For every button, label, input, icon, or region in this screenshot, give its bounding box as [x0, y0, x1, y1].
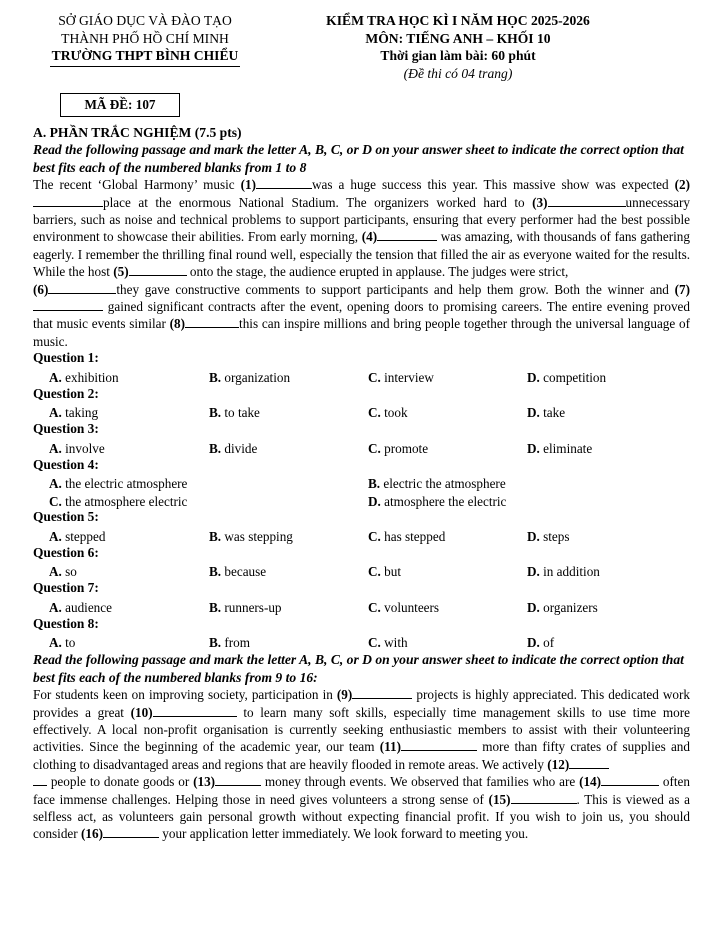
- answer-blank: [548, 195, 626, 207]
- option-text: interview: [380, 369, 434, 385]
- option-text: stepped: [61, 528, 106, 544]
- answer-option[interactable]: [49, 528, 105, 545]
- option-text: has stepped: [380, 528, 446, 544]
- option-text: take: [539, 405, 566, 421]
- option-text: took: [380, 405, 408, 421]
- school-name: TRƯỜNG THPT BÌNH CHIỂU: [50, 47, 241, 67]
- option-letter: C.: [368, 564, 381, 580]
- answer-option[interactable]: [209, 599, 282, 616]
- option-row: [33, 597, 690, 616]
- option-row: [33, 632, 690, 651]
- option-text: to take: [221, 405, 260, 421]
- option-row: [33, 491, 690, 509]
- answer-blank: [352, 687, 412, 699]
- answer-option[interactable]: [368, 634, 408, 651]
- option-letter: B.: [209, 564, 222, 580]
- blank-number: (12): [547, 756, 570, 772]
- section-a-title: A. PHẦN TRẮC NGHIỆM (7.5 pts): [33, 125, 242, 140]
- answer-option[interactable]: [49, 493, 187, 510]
- question-label: Question 3:: [33, 421, 99, 437]
- answer-blank: [185, 316, 239, 328]
- option-letter: B.: [209, 369, 222, 385]
- option-text: atmosphere the electric: [380, 494, 507, 510]
- option-letter: C.: [368, 369, 381, 385]
- option-text: eliminate: [539, 440, 593, 456]
- option-letter: D.: [527, 599, 540, 615]
- blank-number: (6): [33, 281, 49, 297]
- answer-option[interactable]: [368, 475, 506, 492]
- answer-blank: [33, 299, 103, 311]
- answer-blank: [33, 195, 103, 207]
- department-line-1: SỞ GIÁO DỤC VÀ ĐÀO TẠO: [58, 13, 232, 28]
- answer-blank: [153, 705, 237, 717]
- answer-option[interactable]: [527, 528, 570, 545]
- blank-number: (5): [113, 264, 129, 280]
- answer-option[interactable]: [209, 528, 293, 545]
- option-letter: C.: [368, 528, 381, 544]
- option-row: [33, 367, 690, 386]
- option-row: [33, 402, 690, 421]
- answer-option[interactable]: [209, 369, 290, 386]
- blank-number: (3): [532, 194, 548, 210]
- answer-blank: [601, 774, 659, 786]
- option-row: [33, 561, 690, 580]
- passage-1: The recent ‘Global Harmony’ music (1) was a huge success this year. This massive show was expected (2)place at the enormous National Stadium. The organizers worked hard to (3) unnecessary barriers, such as noise and technical problems to support participants, ensuring that every performer had the best possible environment to showcase their abilities. From early morning, (4) was amazing, with thousands of fans gathering eagerly. I remember the thrilling final round well, especially the tension that filled the air as everyone waited for the results. While the host (5) onto the stage, the audience erupted in applause. The judges were strict, (6) they gave constructive comments to support participants and help them grow. Both the winner and (7) gained significant contracts after the event, opening doors to promising careers. The entire evening proved that music events similar (8) this can inspire millions and bring people together through the universal language of music.: [33, 177, 691, 349]
- option-letter: A.: [49, 440, 62, 456]
- answer-option[interactable]: [209, 563, 266, 580]
- option-text: promote: [380, 440, 429, 456]
- answer-blank: [377, 229, 437, 241]
- question-label: Question 6:: [33, 544, 99, 560]
- exam-title: KIỂM TRA HỌC KÌ I NĂM HỌC 2025-2026: [326, 13, 590, 28]
- option-text: from: [221, 635, 251, 651]
- option-text: organization: [221, 369, 291, 385]
- answer-blank: [103, 826, 159, 838]
- blank-number: (9): [336, 687, 353, 703]
- answer-option[interactable]: [209, 440, 257, 457]
- option-text: electric the atmosphere: [380, 476, 506, 492]
- blank-number: (15): [488, 791, 511, 807]
- answer-option[interactable]: [368, 528, 445, 545]
- answer-blank: [569, 757, 609, 769]
- option-text: runners-up: [221, 599, 282, 615]
- answer-option[interactable]: [527, 563, 600, 580]
- option-text: because: [221, 564, 267, 580]
- answer-option[interactable]: [49, 563, 77, 580]
- blank-number: (7): [674, 281, 690, 297]
- option-letter: B.: [209, 635, 222, 651]
- answer-option[interactable]: [368, 599, 439, 616]
- blank-number: (11): [379, 739, 401, 755]
- blank-number: (2): [674, 177, 691, 193]
- option-letter: C.: [368, 635, 381, 651]
- answer-blank: [511, 792, 577, 804]
- answer-option[interactable]: [209, 404, 260, 421]
- blank-number: (13): [193, 774, 216, 790]
- blank-number: (1): [240, 177, 257, 193]
- option-text: with: [380, 635, 408, 651]
- answer-option[interactable]: [49, 440, 105, 457]
- answer-option[interactable]: [368, 493, 506, 510]
- option-letter: A.: [49, 369, 62, 385]
- header-right: [268, 12, 648, 82]
- exam-content: [33, 124, 690, 843]
- passage-2: For students keen on improving society, participation in (9) projects is highly appreciated. This dedicated work provides a great (10) to learn many soft skills, especially time management skills to use time more effectively. A local non-profit organisation is currently seeking enthusiastic members to assist with their volunteering activities. Since the beginning of the academic year, our team (11) more than fifty crates of supplies and clothing to disadvantaged areas and regions that are heavily flooded in remote areas. We actively (12) people to donate goods or (13) money through events. We observed that families who are (14) often face immense challenges. Helping those in need gives volunteers a strong sense of (15) . This is viewed as a selfless act, as volunteers gain personal growth without expecting financial profit. If you wish to join us, you should consider (16) your application letter immediately. We look forward to meeting you.: [33, 687, 690, 842]
- option-letter: A.: [49, 599, 62, 615]
- option-letter: C.: [49, 494, 62, 510]
- instruction-2: Read the following passage and mark the letter A, B, C, or D on your answer sheet to indicate the correct option that best fits each of the numbered blanks from 9 to 16:: [33, 652, 684, 685]
- answer-option[interactable]: [527, 440, 592, 457]
- option-letter: B.: [209, 599, 222, 615]
- blank-number: (10): [130, 704, 153, 720]
- answer-option[interactable]: [49, 404, 98, 421]
- blank-number: (8): [169, 316, 186, 332]
- option-letter: B.: [209, 440, 222, 456]
- answer-option[interactable]: [527, 634, 554, 651]
- answer-option[interactable]: [527, 404, 565, 421]
- answer-option[interactable]: [368, 404, 408, 421]
- option-row: [33, 473, 690, 491]
- option-row: [33, 526, 690, 545]
- option-text: to: [61, 635, 76, 651]
- answer-blank: [215, 774, 261, 786]
- option-text: steps: [539, 528, 570, 544]
- blank-number: (14): [579, 774, 602, 790]
- option-letter: B.: [209, 528, 222, 544]
- option-text: but: [380, 564, 401, 580]
- option-text: volunteers: [380, 599, 440, 615]
- answer-option[interactable]: [368, 563, 401, 580]
- option-text: so: [61, 564, 77, 580]
- answer-option[interactable]: [49, 599, 112, 616]
- option-text: in addition: [539, 564, 600, 580]
- exam-duration: Thời gian làm bài: 60 phút: [380, 48, 536, 63]
- answer-option[interactable]: [49, 369, 119, 386]
- option-text: involve: [61, 440, 105, 456]
- option-text: taking: [61, 405, 99, 421]
- option-letter: C.: [368, 405, 381, 421]
- question-label: Question 4:: [33, 456, 99, 472]
- blank-number: (16): [80, 826, 103, 842]
- option-letter: A.: [49, 528, 62, 544]
- option-letter: D.: [368, 494, 381, 510]
- answer-option[interactable]: [368, 440, 428, 457]
- option-row: [33, 438, 690, 457]
- option-letter: D.: [527, 564, 540, 580]
- option-text: divide: [221, 440, 258, 456]
- answer-option[interactable]: [527, 369, 606, 386]
- option-text: competition: [539, 369, 607, 385]
- option-letter: B.: [209, 405, 222, 421]
- instruction-1: Read the following passage and mark the letter A, B, C, or D on your answer sheet to indicate the correct option that best fits each of the numbered blanks from 1 to 8: [33, 142, 684, 175]
- question-list: [33, 350, 690, 651]
- answer-option[interactable]: [49, 475, 187, 492]
- option-letter: B.: [368, 476, 381, 492]
- question-label: Question 8:: [33, 615, 99, 631]
- exam-subject: MÔN: TIẾNG ANH – KHỐI 10: [365, 30, 551, 46]
- answer-option[interactable]: [527, 599, 598, 616]
- answer-blank: [401, 739, 477, 751]
- option-text: the atmosphere electric: [61, 494, 188, 510]
- option-letter: D.: [527, 440, 540, 456]
- question-label: Question 1:: [33, 350, 99, 366]
- blank-number: (4): [361, 229, 378, 245]
- department-line-2: THÀNH PHỐ HỒ CHÍ MINH: [61, 30, 229, 46]
- answer-blank: [48, 282, 116, 294]
- answer-option[interactable]: [209, 634, 250, 651]
- option-letter: D.: [527, 405, 540, 421]
- option-letter: D.: [527, 528, 540, 544]
- pages-note: (Đề thi có 04 trang): [403, 65, 513, 81]
- question-label: Question 5:: [33, 509, 99, 525]
- option-letter: A.: [49, 564, 62, 580]
- option-text: exhibition: [61, 369, 119, 385]
- option-letter: C.: [368, 440, 381, 456]
- option-letter: C.: [368, 599, 381, 615]
- option-text: of: [539, 635, 555, 651]
- option-text: was stepping: [221, 528, 293, 544]
- option-letter: D.: [527, 635, 540, 651]
- answer-blank: [33, 774, 47, 786]
- option-letter: D.: [527, 369, 540, 385]
- option-letter: A.: [49, 476, 62, 492]
- option-text: audience: [61, 599, 112, 615]
- answer-blank: [129, 264, 187, 276]
- option-letter: A.: [49, 405, 62, 421]
- exam-code-box: MÃ ĐỀ: 107: [60, 93, 180, 117]
- answer-blank: [256, 177, 312, 189]
- answer-option[interactable]: [49, 634, 75, 651]
- option-text: the electric atmosphere: [61, 476, 188, 492]
- option-letter: A.: [49, 635, 62, 651]
- question-label: Question 7:: [33, 580, 99, 596]
- answer-option[interactable]: [368, 369, 434, 386]
- option-text: organizers: [539, 599, 598, 615]
- header-left: [14, 12, 276, 67]
- question-label: Question 2:: [33, 385, 99, 401]
